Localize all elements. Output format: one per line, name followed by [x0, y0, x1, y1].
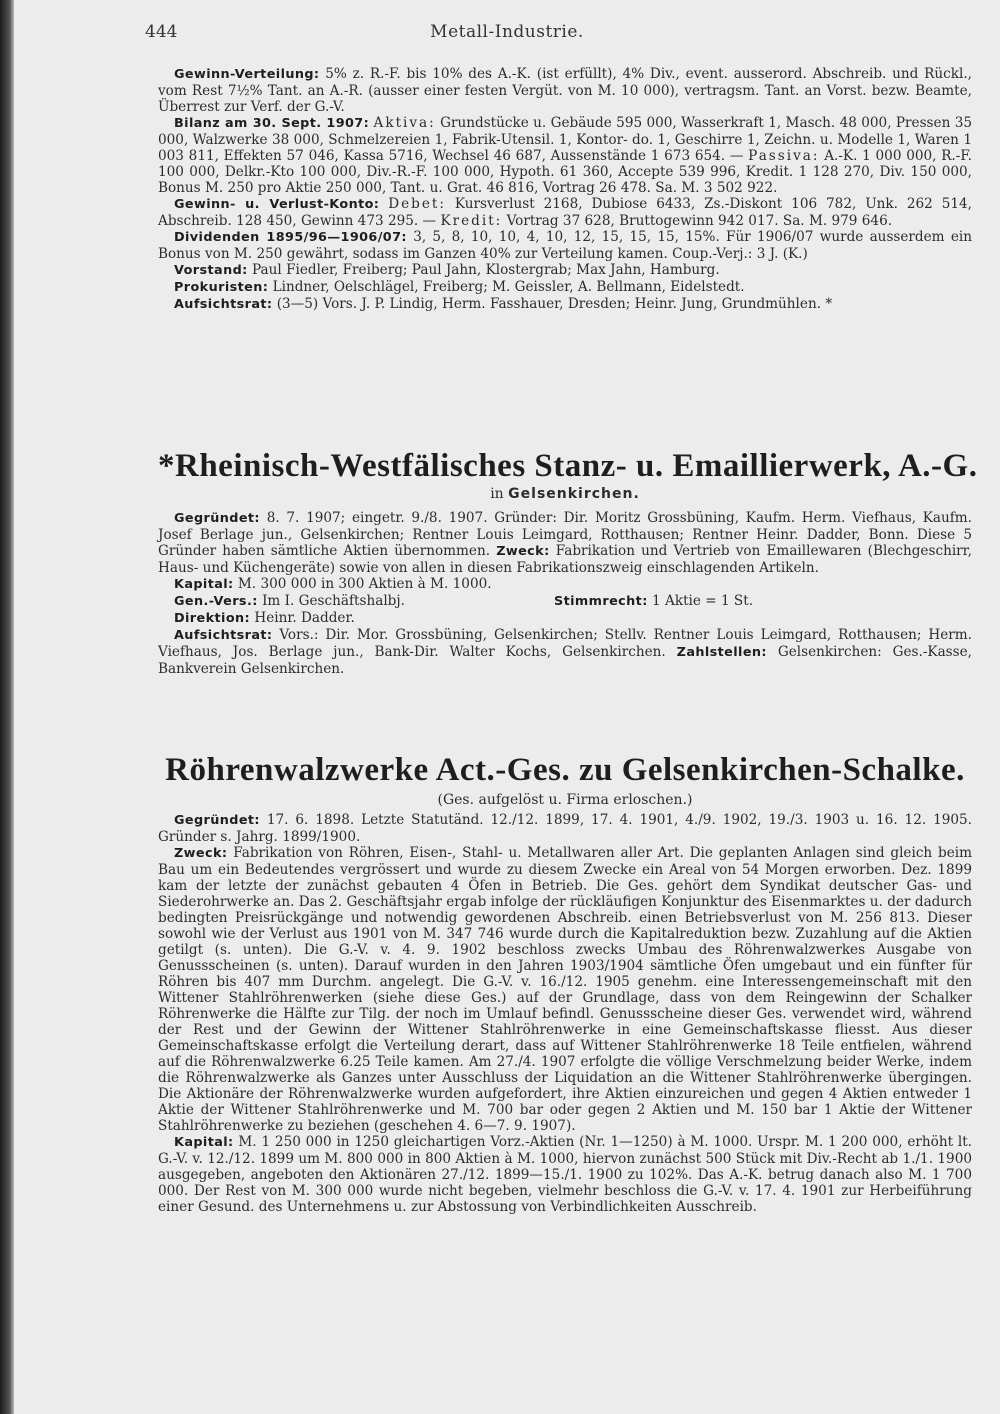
aktiva-text: Grundstücke u. Gebäude 595 000, Wasserkraft 1, Masch. 48 000, Pressen 35 000, Walzwerke 38 000, Schmelzereien 1, Fabrik-Utensil. 1, Kontor- do. 1, Geschirre 1, Zeichn. u. Modelle 1, Waren 1 003 811, Effekten 57 046, Kassa 5716, Wechsel 46 687, Aussenstände 1 673 654. — [158, 115, 972, 164]
passiva-label: Passiva: [748, 148, 820, 164]
section-roehrenwalzwerke [158, 812, 972, 1215]
company-title-roehrenwalzwerke: Röhrenwalzwerke Act.-Ges. zu Gelsenkirchen-Schalke. [165, 752, 965, 788]
page-number: 444 [145, 22, 178, 42]
debet-label: Debet: [388, 196, 446, 212]
company-title-rheinisch-westfaelisches: *Rheinisch-Westfälisches Stanz- u. Emaillierwerk, A.-G. [158, 448, 978, 484]
gegruendet-text: 8. 7. 1907; eingetr. 9./8. 1907. Gründer: Dir. Moritz Grossbüning, Kaufm. Herm. Viefhaus, Kaufm. Josef Berlage jun., Gelsenkirchen; Rentner Louis Leimgard, Rotthausen; Rentner Heinr. Dadder, Bonn. Diese 5 Gründer haben sämtliche Aktien übernommen. [158, 510, 972, 559]
gegruendet-text: 17. 6. 1898. Letzte Statutänd. 12./12. 1899, 17. 4. 1901, 4./9. 1902, 19./3. 1903 u. 16. 12. 1905. Gründer s. Jahrg. 1899/1900. [158, 812, 972, 845]
kapital-label: Kapital: [174, 1135, 234, 1150]
aufsichtsrat-text: (3—5) Vors. J. P. Lindig, Herm. Fasshauer, Dresden; Heinr. Jung, Grundmühlen. * [276, 296, 833, 312]
stimmrecht-label: Stimmrecht: [554, 594, 648, 609]
debet-text: Kursverlust 2168, Dubiose 6433, Zs.-Diskont 106 782, Unk. 262 514, Abschreib. 128 450, Gewinn 473 295. — [158, 196, 972, 229]
gewinn-verteilung-label: Gewinn-Verteilung: [174, 67, 320, 82]
genvers-text: Im I. Geschäftshalbj. [262, 593, 405, 609]
section-previous-company [158, 66, 972, 313]
aktiva-label: Aktiva: [373, 115, 436, 131]
genvers-label: Gen.-Vers.: [174, 594, 258, 609]
zweck-text: Fabrikation und Vertrieb von Emaillewaren (Blechgeschirr, Haus- und Küchengeräte) sowie von allen in diesen Fabrikationszweig einschlagenden Artikeln. [158, 543, 972, 576]
kapital-label: Kapital: [174, 577, 234, 592]
direktion-text: Heinr. Dadder. [254, 610, 355, 626]
vorstand-label: Vorstand: [174, 263, 248, 278]
section-rheinisch-westfaelisches [158, 510, 972, 677]
aufsichtsrat-text: Vors.: Dir. Mor. Grossbüning, Gelsenkirchen; Stellv. Rentner Louis Leimgard, Rotthausen; Herm. Viefhaus, Jos. Berlage jun., Bank-Dir. Walter Kochs, Gelsenkirchen. [158, 627, 972, 660]
zweck-label: Zweck: [496, 544, 550, 559]
location-prefix: in [490, 486, 504, 502]
prokuristen-label: Prokuristen: [174, 280, 269, 295]
zahlstellen-text: Gelsenkirchen: Ges.-Kasse, Bankverein Gelsenkirchen. [158, 644, 972, 677]
company-location [158, 486, 972, 502]
vorstand-text: Paul Fiedler, Freiberg; Paul Jahn, Klostergrab; Max Jahn, Hamburg. [252, 262, 720, 278]
aufsichtsrat-label: Aufsichtsrat: [174, 628, 273, 643]
aufsichtsrat-label: Aufsichtsrat: [174, 297, 273, 312]
location-city: Gelsenkirchen. [508, 486, 640, 502]
book-spine-shadow [0, 0, 14, 1414]
prokuristen-text: Lindner, Oelschlägel, Freiberg; M. Geissler, A. Bellmann, Eidelstedt. [272, 279, 745, 295]
dividenden-text: 3, 5, 8, 10, 10, 4, 10, 12, 15, 15, 15, 15%. Für 1906/07 wurde ausserdem ein Bonus von M. 250 gewährt, sodass im Ganzen 40% zur Verteilung kamen. Coup.-Verj.: 3 J. (K.) [158, 229, 972, 262]
kredit-label: Kredit: [440, 213, 503, 229]
book-page [14, 0, 1000, 1414]
zahlstellen-label: Zahlstellen: [676, 645, 767, 660]
guv-label: Gewinn- u. Verlust-Konto: [174, 197, 380, 212]
direktion-label: Direktion: [174, 611, 251, 626]
kapital-text: M. 300 000 in 300 Aktien à M. 1000. [237, 576, 492, 592]
running-head: Metall-Industrie. [430, 22, 584, 42]
kapital-text: M. 1 250 000 in 1250 gleichartigen Vorz.-Aktien (Nr. 1—1250) à M. 1000. Urspr. M. 1 200 000, erhöht lt. G.-V. v. 12./12. 1899 um M. 800 000 in 800 Aktien à M. 1000, hiervon zunächst 500 Stück mit Div.-Recht ab 1./1. 1900 ausgegeben, angeboten den Aktionären 27./12. 1899—15./1. 1900 zu 102%. Das A.-K. betrug danach also M. 1 700 000. Der Rest von M. 300 000 wurde nicht begeben, vielmehr beschloss die G.-V. v. 17. 4. 1901 zur Herbeiführung einer Gesund. des Unternehmens u. zur Abstossung von Verbindlichkeiten Ausschreib. [158, 1134, 972, 1215]
dividenden-label: Dividenden 1895/96—1906/07: [174, 230, 407, 245]
gegruendet-label: Gegründet: [174, 813, 260, 828]
kredit-text: Vortrag 37 628, Bruttogewinn 942 017. Sa. M. 979 646. [506, 213, 893, 229]
genvers-stimmrecht-row [158, 593, 972, 610]
gegruendet-label: Gegründet: [174, 511, 260, 526]
gewinn-verteilung-text: 5% z. R.-F. bis 10% des A.-K. (ist erfüllt), 4% Div., event. ausserord. Abschreib. und Rückl., vom Rest 7½% Tant. an A.-R. (ausser einer festen Vergüt. von M. 10 000), vertragsm. Tant. an Vorst. bezw. Beamte, Überrest zur Verf. der G.-V. [158, 66, 972, 115]
page-header [14, 22, 1000, 46]
stimmrecht-text: 1 Aktie = 1 St. [652, 593, 754, 609]
zweck-text: Fabrikation von Röhren, Eisen-, Stahl- u. Metallwaren aller Art. Die geplanten Anlagen sind gleich beim Bau um ein Bedeutendes vergrössert und wurde zu diesem Zwecke ein Areal von 54 Morgen erworben. Dez. 1899 kam der letzte der zunächst gebauten 4 Öfen in Betrieb. Die Ges. gehört dem Syndikat deutscher Gas- und Siederohrwerke an. Das 2. Geschäftsjahr ergab infolge der rückläufigen Konjunktur des Eisenmarktes u. der dadurch bedingten Preisrückgänge und notwendig gewordenen Abschreib. einen Betriebsverlust von M. 256 813. Dieser sowohl wie der Verlust aus 1901 von M. 347 746 wurde durch die Kapitalreduktion bezw. Zuzahlung auf die Aktien getilgt (s. unten). Die G.-V. v. 4. 9. 1902 beschloss zwecks Umbau des Röhrenwalzwerkes Ausgabe von Genussscheinen (s. unten). Darauf wurden in den Jahren 1903/1904 sämtliche Öfen umgebaut und ein fünfter für Röhren bis 407 mm Durchm. angelegt. Die G.-V. v. 16./12. 1905 genehm. eine Interessengemeinschaft mit den Wittener Stahlröhrenwerken (siehe diese Ges.) auf der Grundlage, dass von dem Reingewinn der Schalker Röhrenwerke die Hälfte zur Tilg. der noch im Umlauf befindl. Genussscheine dieser Ges. verwendet wird, während der Rest und der Gewinn der Wittener Stahlröhrenwerke in eine Gemeinschaftskasse fliesst. Aus dieser Gemeinschaftskasse erfolgt die Verteilung derart, dass auf Wittener Stahlröhrenwerke 18 Teile entfielen, während auf die Röhrenwalzwerke 6.25 Teile kamen. Am 27./4. 1907 erfolgte die völlige Verschmelzung beider Werke, indem die Röhrenwalzwerke als Ganzes unter Ausschluss der Liquidation an die Wittener Stahlröhrenwerke übergingen. Die Aktionäre der Röhrenwalzwerke wurden aufgefordert, ihre Aktien einzureichen und gegen 4 Aktien entweder 1 Aktie der Wittener Stahlröhrenwerke und M. 700 bar oder gegen 2 Aktien und M. 150 bar 1 Aktie der Wittener Stahlröhrenwerke zu beziehen (geschehen 4. 6—7. 9. 1907). [158, 845, 972, 1134]
passiva-text: A.-K. 1 000 000, R.-F. 100 000, Delkr.-Kto 100 000, Div.-R.-F. 100 000, Hypoth. 61 360, Accepte 539 996, Kredit. 1 128 270, Div. 150 000, Bonus M. 250 pro Aktie 250 000, Tant. u. Grat. 46 816, Vortrag 26 478. Sa. M. 3 502 922. [158, 148, 972, 196]
company-status-note: (Ges. aufgelöst u. Firma erloschen.) [437, 792, 693, 808]
zweck-label: Zweck: [174, 846, 228, 861]
bilanz-label: Bilanz am 30. Sept. 1907: [174, 116, 370, 131]
